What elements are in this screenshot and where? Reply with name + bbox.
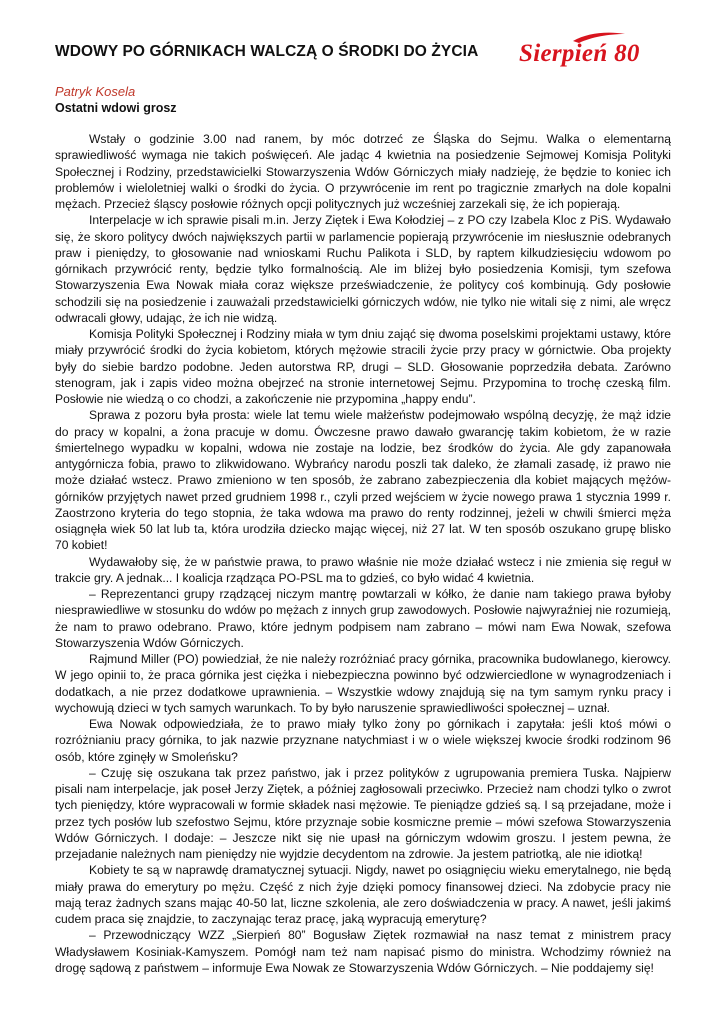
paragraph: – Przewodniczący WZZ „Sierpień 80” Bogusław Ziętek rozmawiał na nasz temat z ministrem pracy Władysławem Kosiniak-Kamyszem. Pomógł nam też nam napisać pismo do ministra. Wchodzimy również na drogę sądową z państwem – informuje Ewa Nowak ze Stowarzyszenia Wdów Górniczych. – Nie poddajemy się!: [55, 928, 671, 975]
paragraph: Interpelacje w ich sprawie pisali m.in. Jerzy Ziętek i Ewa Kołodziej – z PO czy Izabela Kloc z PiS. Wydawało się, że skoro politycy dwóch największych partii w parlamencie popierają przywrócenie im niesłusznie odebranych praw i pieniędzy, to głosowanie nad wnioskami Ruchu Palikota i SLD, by raptem kilkudziesięciu wdowom po górnikach przywrócić renty, będzie tylko formalnością. Ale im bliżej było posiedzenia Komisji, tym szefowa Stowarzyszenia Ewa Nowak miała coraz większe przeświadczenie, że politycy coś kombinują. Gdy posłowie schodzili się na posiedzenie i zauważali przedstawicielki górniczych wdów, nie tylko nie witali się z nimi, ale wręcz odwracali głowy, udając, że ich nie widzą.: [55, 213, 671, 325]
page-header: [55, 30, 675, 80]
paragraph: Wydawałoby się, że w państwie prawa, to prawo właśnie nie może działać wstecz i nie zmienia się reguł w trakcie gry. A jednak... I koalicja rządząca PO-PSL ma to gdzieś, co było widać 4 kwietnia.: [55, 554, 671, 585]
article-subtitle: Ostatni wdowi grosz: [55, 101, 177, 115]
paragraph: Komisja Polityki Społecznej i Rodziny miała w tym dniu zająć się dwoma poselskimi projektami ustawy, które miały przywrócić środki do życia kobietom, których mężowie stracili życie przy pracy w górnictwie. Oba projekty były do siebie bardzo podobne. Jeden autorstwa RP, drugi – SLD. Głosowanie poprzedziła debata. Zarówno stenogram, jak i zapis video można obejrzeć na stronie internetowej Sejmu. Przypomina to trochę czeską film. Posłowie nie wiedzą o co chodzi, a zakończenie nie przypomina „happy endu”.: [55, 327, 671, 406]
author-name: Patryk Kosela: [55, 84, 136, 99]
paragraph: – Czuję się oszukana tak przez państwo, jak i przez polityków z ugrupowania premiera Tuska. Najpierw pisali nam interpelacje, jak poseł Jerzy Ziętek, a później zagłosowali przeciwko. Przecież nam chodzi tylko o zwrot tych pieniędzy, które wypracowali w formie składek nasi mężowie. Te pieniądze gdzieś są. I są przejadane, może i przez tych posłów lub szefostwo Sejmu, które przyznaje sobie kosmiczne premie – mówi szefowa Stowarzyszenia Wdów Górniczych. I dodaje: – Jeszcze nikt się nie upasł na górniczym wdowim groszu. I jestem pewna, że przejadanie należnych nam pieniędzy nie wyjdzie decydentom na zdrowie. Ja jestem patriotką, ale nie idiotką!: [55, 765, 671, 861]
paragraph: Sprawa z pozoru była prosta: wiele lat temu wiele małżeństw podejmowało wspólną decyzję, że mąż idzie do pracy w kopalni, a żona pracuje w domu. Ówczesne prawo dawało gwarancję takim kobietom, że w razie śmiertelnego wypadku w kopalni, wdowa nie zostaje na lodzie, bez środków do życia. Ale gdy zapanowała antygórnicza fobia, prawo to zlikwidowano. Wybrańcy narodu poszli tak daleko, że złamali zasadę, iż prawo nie może działać wstecz. Prawo zmieniono w ten sposób, że zabrano zabezpieczenia dla kobiet mających mężów-górników przyjętych nawet przed grudniem 1998 r., czyli przed wejściem w życie nowego prawa 1 stycznia 1999 r. Zaostrzono kryteria do tego stopnia, że taka wdowa ma prawo do renty rodzinnej, jeżeli w chwili śmierci męża osiągnęła wiek 50 lat lub ta, która urodziła dziecko mając więcej, niż 27 lat. W ten sposób oszukano grupę blisko 70 kobiet!: [55, 408, 671, 553]
paragraph: Ewa Nowak odpowiedziała, że to prawo miały tylko żony po górnikach i zapytała: jeśli ktoś mówi o rozróżnianiu pracy górnika, to jak nazwie przyznane natychmiast i w o wiele większej kwocie środki rodzinom 96 osób, które zginęły w Smoleńsku?: [55, 717, 671, 764]
paragraph: – Reprezentanci grupy rządzącej niczym mantrę powtarzali w kółko, że danie nam takiego prawa byłoby niesprawiedliwe w stosunku do wdów po mężach z innych grup zawodowych. Posłowie najwyraźniej nie rozumieją, że nam to prawo odebrano. Prawo, które jednym podpisem nam zabrano – mówi nam Ewa Nowak, szefowa Stowarzyszenia Wdów Górniczych.: [55, 587, 671, 650]
paragraph: Rajmund Miller (PO) powiedział, że nie należy rozróżniać pracy górnika, pracownika budowlanego, kierowcy. W jego opinii to, że praca górnika jest ciężka i niebezpieczna powinno być odzwierciedlone w wynagrodzeniach i dodatkach, a nie przez dodatkowe uprawnienia. – Wszystkie wdowy znajdują się na tym samym rynku pracy i wychowują dzieci w tych samych warunkach. To by było naruszenie sprawiedliwości społecznej – uznał.: [55, 652, 671, 715]
paragraph: Kobiety te są w naprawdę dramatycznej sytuacji. Nigdy, nawet po osiągnięciu wieku emerytalnego, nie będą miały prawa do emerytury po mężu. Część z nich żyje dzięki pomocy finansowej dzieci. Na zdobycie pracy nie mają teraz żadnych szans mając 40-50 lat, liczne szkolenia, ale zero doświadczenia w pracy. A nawet, jeśli jakimś cudem praca się znajdzie, to zaczynając teraz pracę, jaką wypracują emeryturę?: [55, 863, 671, 926]
article-body: [55, 131, 671, 976]
logo-text: Sierpień 80: [519, 40, 640, 67]
paragraph: Wstały o godzinie 3.00 nad ranem, by móc dotrzeć ze Śląska do Sejmu. Walka o elementarną sprawiedliwość wymaga nie takich poświęceń. Ale jadąc 4 kwietnia na posiedzenie Sejmowej Komisja Polityki Społecznej i Rodziny, przedstawicielki Stowarzyszenia Wdów Górniczych miały nadzieję, że będzie to koniec ich problemów i wieloletniej walki o środki do życia. O przywrócenie im rent po tragicznie zmarłych na dole kopalni mężach. Przecież śląscy posłowie różnych opcji politycznych już wcześniej zarzekali się, że ich popierają.: [55, 132, 671, 211]
sierpien-80-logo: [519, 30, 669, 74]
headline: WDOWY PO GÓRNIKACH WALCZĄ O ŚRODKI DO ŻYCIA: [55, 43, 479, 60]
